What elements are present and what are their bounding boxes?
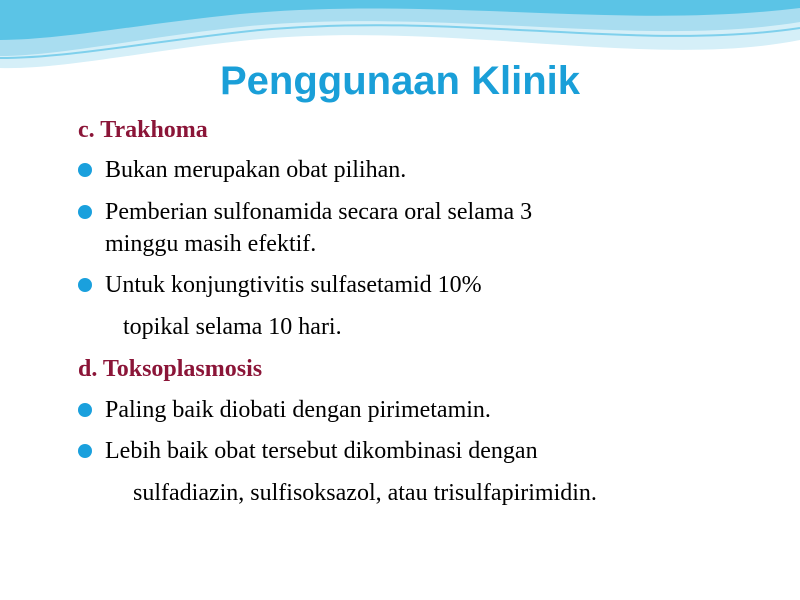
section-d-heading: d. Toksoplasmosis — [78, 356, 263, 382]
bullet-icon — [78, 444, 92, 458]
bullet-c-3: Untuk konjungtivitis sulfasetamid 10% — [105, 272, 482, 298]
bullet-c-3-continuation: topikal selama 10 hari. — [123, 314, 342, 340]
bullet-icon — [78, 278, 92, 292]
bullet-c-2-continuation: minggu masih efektif. — [105, 231, 317, 257]
bullet-d-2: Lebih baik obat tersebut dikombinasi dengan — [105, 438, 538, 464]
bullet-icon — [78, 205, 92, 219]
slide-title: Penggunaan Klinik — [219, 59, 581, 103]
bullet-c-2: Pemberian sulfonamida secara oral selama 3 — [105, 199, 533, 225]
bullet-c-1: Bukan merupakan obat pilihan. — [105, 157, 407, 183]
bullet-d-2-continuation: sulfadiazin, sulfisoksazol, atau trisulfapirimidin. — [133, 480, 597, 506]
bullet-icon — [78, 163, 92, 177]
section-c-heading: c. Trakhoma — [78, 117, 208, 143]
bullet-d-1: Paling baik diobati dengan pirimetamin. — [105, 397, 491, 423]
bullet-icon — [78, 403, 92, 417]
